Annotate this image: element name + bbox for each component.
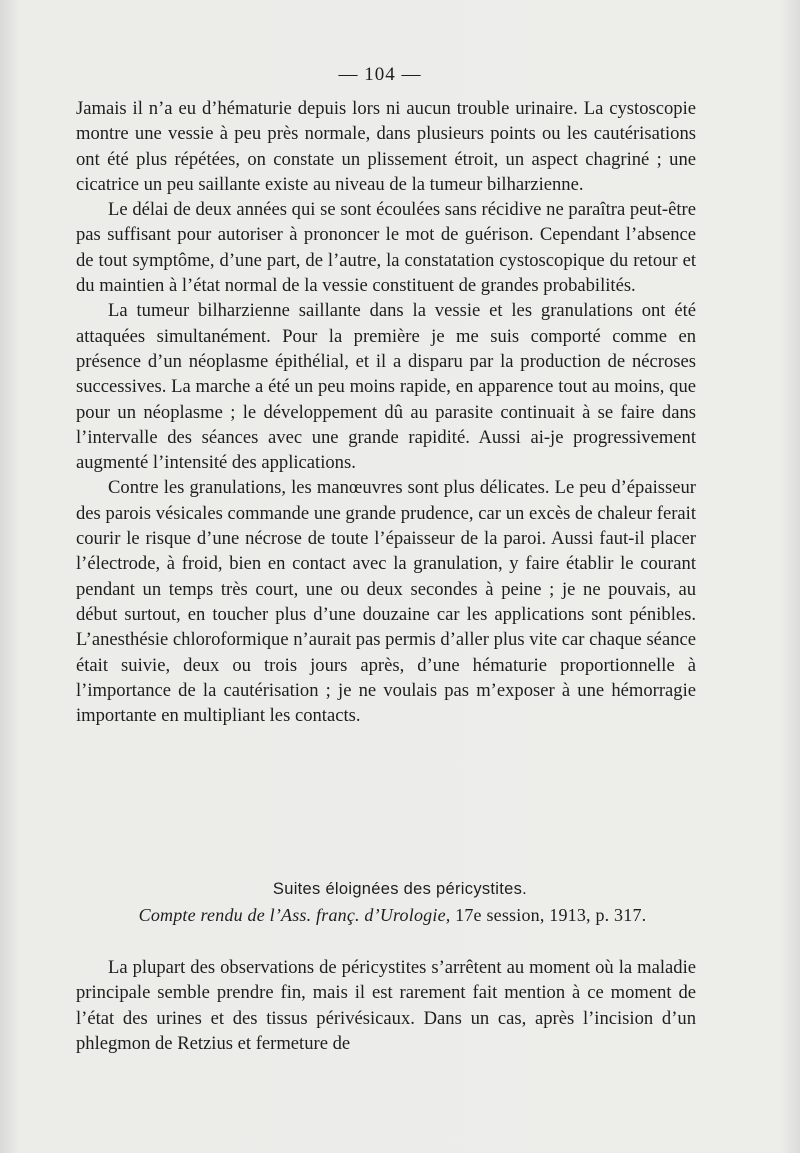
text-block-top: [76, 96, 696, 728]
paragraph-1: Jamais il n’a eu d’hématurie depuis lors ni aucun trouble urinaire. La cystoscopie montre une vessie à peu près normale, dans plusieurs points ou les cautérisations ont été plus répétées, on constate un plissement étroit, un aspect chagriné ; une cicatrice un peu saillante existe au niveau de la tumeur bilharzienne.: [76, 98, 696, 195]
paragraph-4: Contre les granulations, les manœuvres sont plus délicates. Le peu d’épaisseur des parois vésicales commande une grande prudence, car un excès de chaleur ferait courir le risque d’une nécrose de toute l’épaisseur de la paroi. Aussi faut-il placer l’électrode, à froid, bien en contact avec la granulation, y faire établir le courant pendant un temps très court, une ou deux secondes à peine ; je ne pouvais, au début surtout, en toucher plus d’une douzaine car les applications sont pénibles. L’anesthésie chloroformique n’aurait pas permis d’aller plus vite car chaque séance était suivie, deux ou trois jours après, d’une hématurie proportionnelle à l’importance de la cautérisation ; je ne voulais pas m’exposer à une hémorragie importante en multipliant les contacts.: [76, 477, 696, 727]
paragraph-2: Le délai de deux années qui se sont écoulées sans récidive ne paraîtra peut-être pas suffisant pour autoriser à prononcer le mot de guérison. Cependant l’absence de tout symptôme, d’une part, de l’autre, la constatation cystoscopique du retour et du maintien à l’état normal de la vessie constituent de grandes probabilités.: [76, 199, 696, 297]
reference-details: 17e session, 1913, p. 317.: [450, 905, 647, 925]
section-heading: Suites éloignées des péricystites.: [272, 880, 528, 898]
paragraph-5: La plupart des observations de péricystites s’arrêtent au moment où la maladie principale semble prendre fin, mais il est rarement fait mention à ce moment de l’état des urines et des tissus périvésicaux. Dans un cas, après l’incision d’un phlegmon de Retzius et fermeture de: [76, 957, 696, 1054]
text-block-bottom: [76, 955, 696, 1056]
reference-source: Compte rendu de l’Ass. franç. d’Urologie,: [138, 905, 451, 925]
section-reference: [0, 905, 785, 926]
paragraph-3: La tumeur bilharzienne saillante dans la vessie et les granulations ont été attaquées simultanément. Pour la première je me suis comporté comme en présence d’un néoplasme épithélial, et il a disparu par la production de nécroses successives. La marche a été un peu moins rapide, en apparence tout au moins, que pour un néoplasme ; le développement dû au parasite continuait à se faire dans l’intervalle des séances avec une grande rapidité. Aussi ai-je progressivement augmenté l’intensité des applications.: [76, 300, 696, 474]
page-number: — 104 —: [338, 64, 422, 85]
